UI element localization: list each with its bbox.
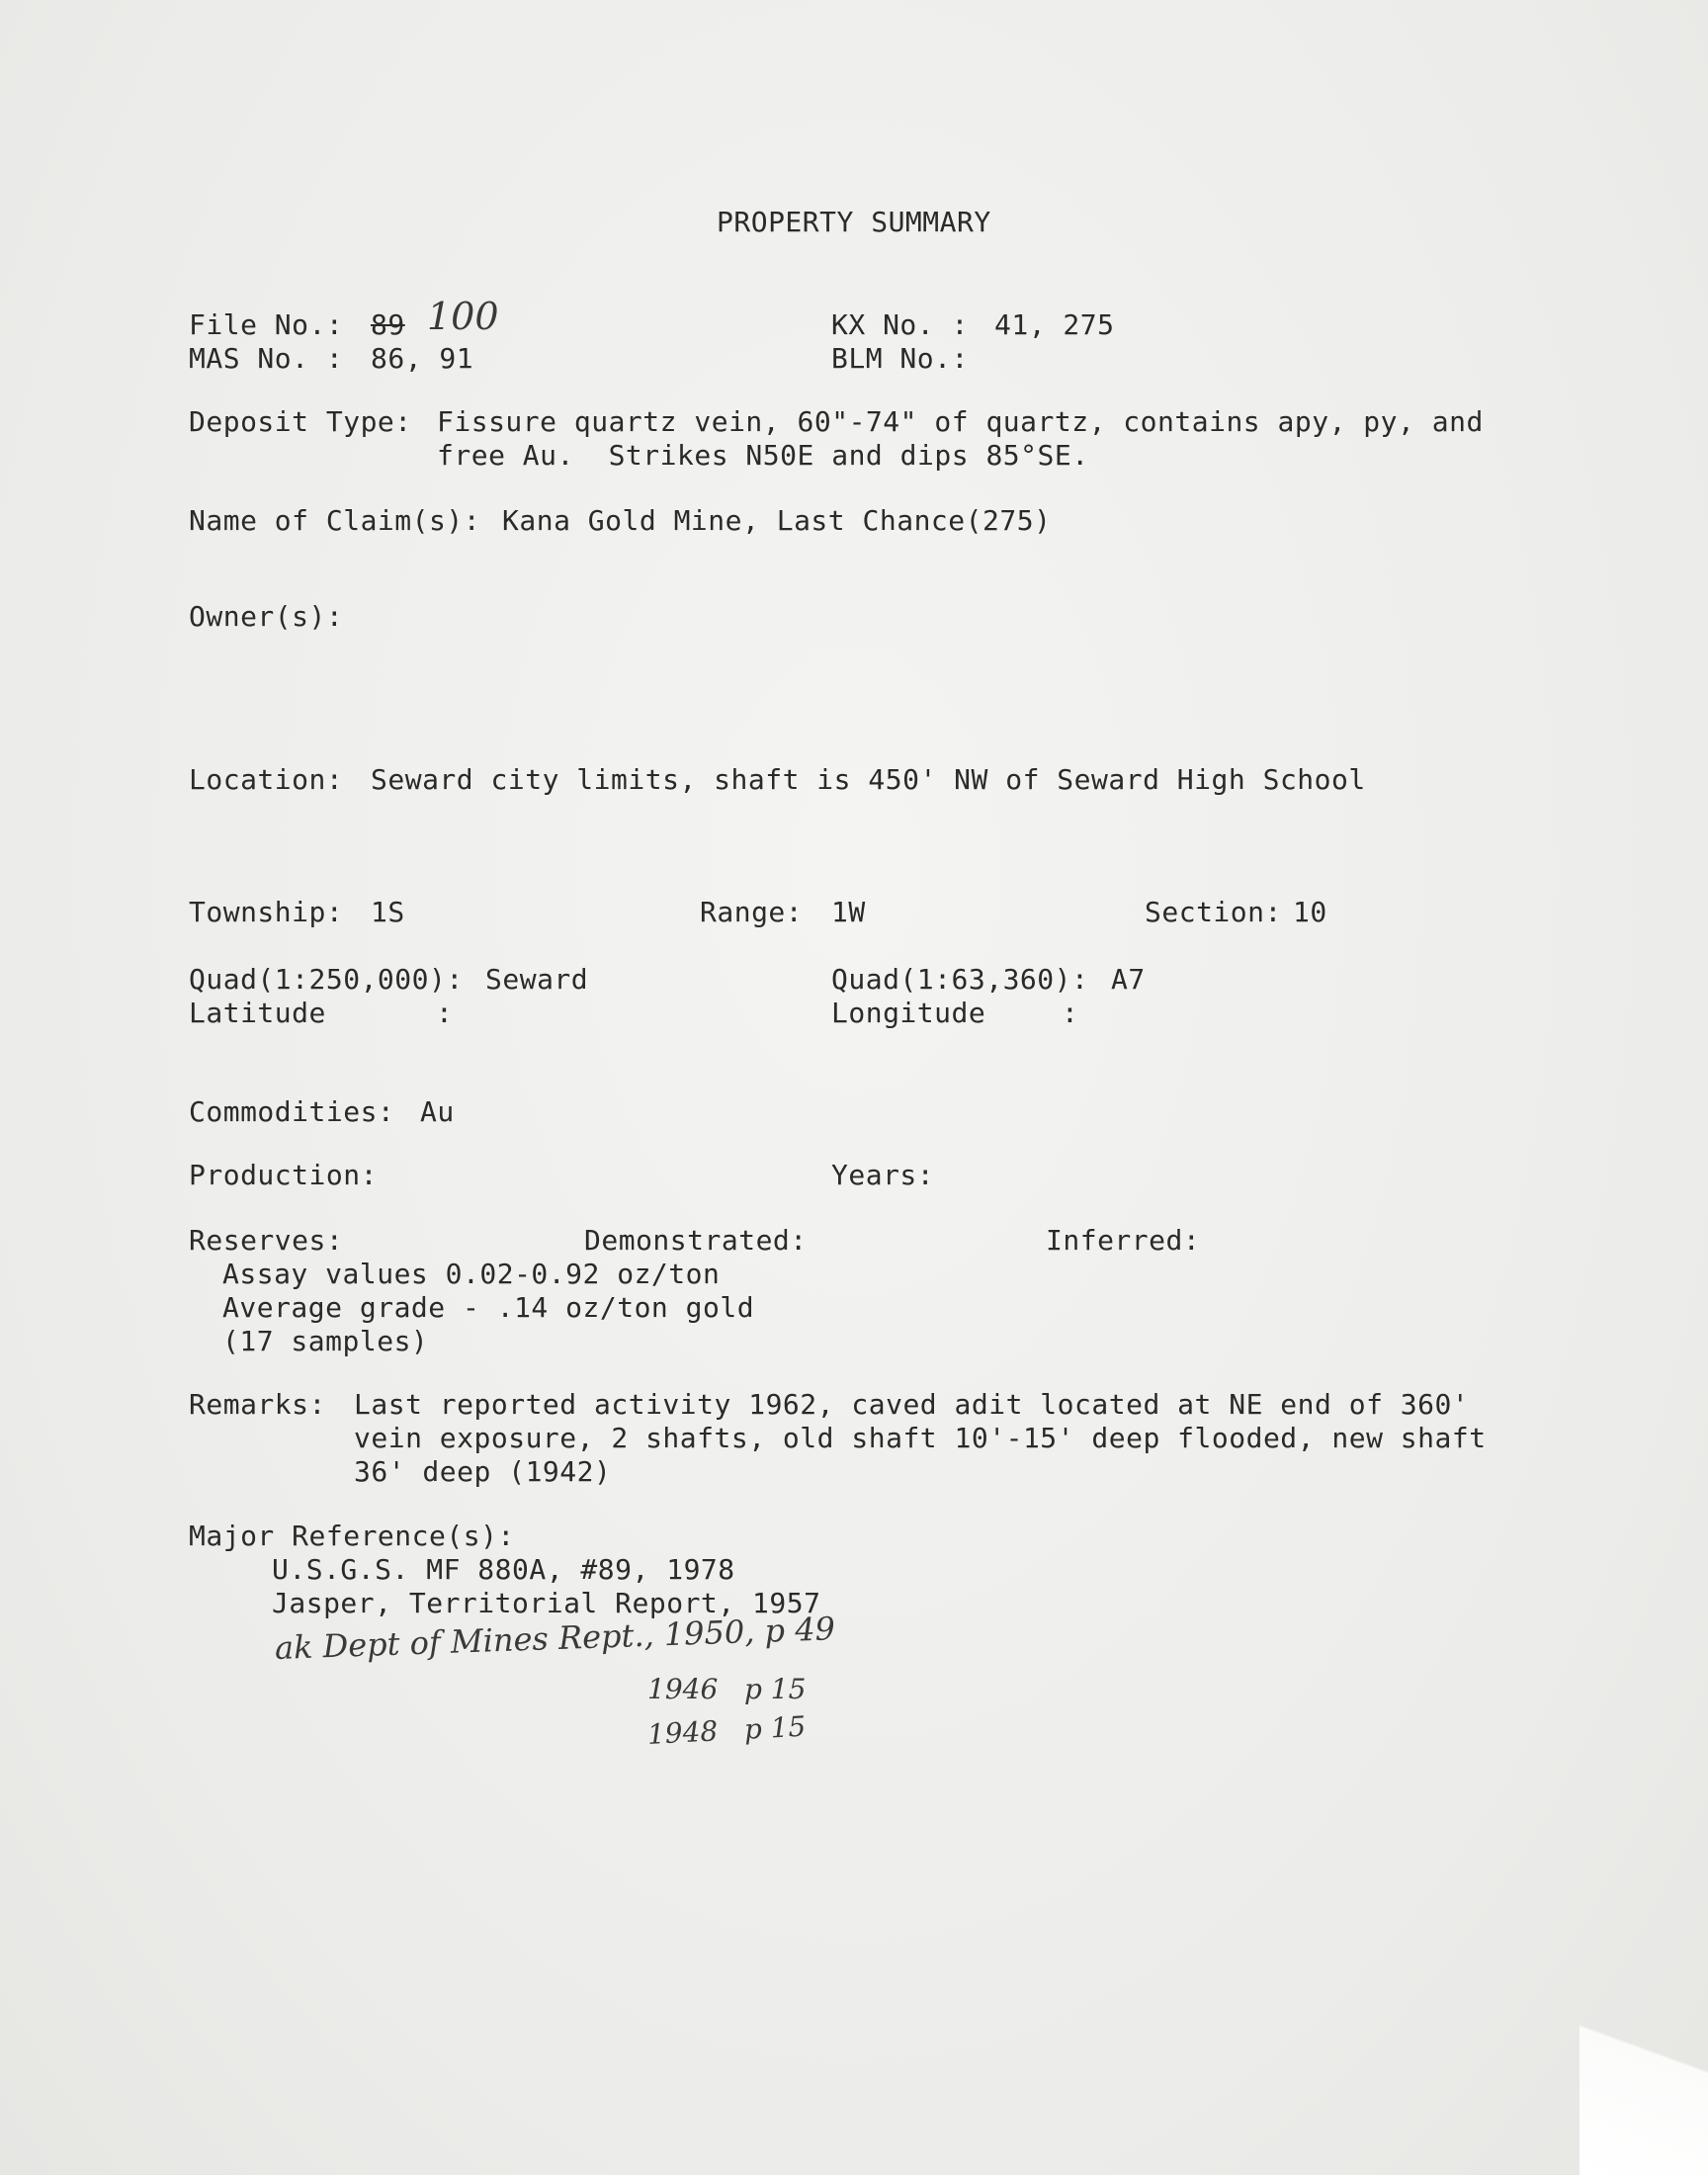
reserves-line-3: (17 samples)	[222, 1325, 429, 1357]
range-value: 1W	[831, 896, 866, 928]
file-no-typed-value: 89	[371, 308, 405, 341]
remarks-label: Remarks:	[189, 1388, 326, 1421]
remarks-line-3: 36' deep (1942)	[354, 1455, 612, 1488]
township-label: Township:	[189, 896, 344, 928]
kx-no-label: KX No. :	[831, 308, 969, 341]
section-value: 10	[1293, 896, 1327, 928]
kx-no-value: 41, 275	[994, 308, 1115, 341]
remarks-line-2: vein exposure, 2 shafts, old shaft 10'-15' deep flooded, new shaft	[354, 1422, 1487, 1454]
commodities-value: Au	[420, 1095, 455, 1128]
claims-label: Name of Claim(s):	[189, 504, 481, 537]
quad-250000-label: Quad(1:250,000):	[189, 963, 464, 996]
claims-value: Kana Gold Mine, Last Chance(275)	[502, 504, 1052, 537]
references-label: Major Reference(s):	[189, 1520, 515, 1552]
reserves-inferred-label: Inferred:	[1046, 1224, 1201, 1257]
blm-no-label: BLM No.:	[831, 342, 969, 375]
section-label: Section:	[1145, 896, 1282, 928]
mas-no-label: MAS No. :	[189, 342, 344, 375]
page-corner-curl	[1580, 1948, 1708, 2175]
reference-handwritten-line-1: ak Dept of Mines Rept., 1950, p 49	[274, 1610, 836, 1667]
file-no-label: File No.:	[189, 308, 344, 341]
township-value: 1S	[371, 896, 405, 928]
page-title: PROPERTY SUMMARY	[717, 206, 991, 238]
commodities-label: Commodities:	[189, 1095, 395, 1128]
owners-label: Owner(s):	[189, 600, 344, 633]
reference-handwritten-line-3: 1948 p 15	[646, 1709, 808, 1751]
reference-handwritten-line-2: 1946 p 15	[647, 1673, 807, 1705]
longitude-label: Longitude	[831, 997, 986, 1029]
mas-no-value: 86, 91	[371, 342, 474, 375]
deposit-type-label: Deposit Type:	[189, 405, 412, 438]
reserves-label: Reserves:	[189, 1224, 344, 1257]
reserves-line-2: Average grade - .14 oz/ton gold	[222, 1291, 755, 1324]
quad-63360-label: Quad(1:63,360):	[831, 963, 1089, 996]
production-label: Production:	[189, 1159, 378, 1191]
reference-line-2: Jasper, Territorial Report, 1957	[272, 1587, 821, 1619]
remarks-line-1: Last reported activity 1962, caved adit located at NE end of 360'	[354, 1388, 1470, 1421]
location-value: Seward city limits, shaft is 450' NW of Seward High School	[371, 763, 1366, 796]
location-label: Location:	[189, 763, 344, 796]
deposit-type-line-2: free Au. Strikes N50E and dips 85°SE.	[437, 439, 1089, 472]
deposit-type-line-1: Fissure quartz vein, 60"-74" of quartz, contains apy, py, and	[437, 405, 1484, 438]
reserves-demonstrated-label: Demonstrated:	[584, 1224, 808, 1257]
reserves-line-1: Assay values 0.02-0.92 oz/ton	[222, 1258, 721, 1290]
quad-250000-value: Seward	[485, 963, 589, 996]
reference-line-1: U.S.G.S. MF 880A, #89, 1978	[272, 1553, 735, 1586]
years-label: Years:	[831, 1159, 935, 1191]
range-label: Range:	[700, 896, 804, 928]
latitude-label: Latitude	[189, 997, 326, 1029]
file-no-handwritten-value: 100	[427, 295, 499, 338]
latitude-colon: :	[436, 997, 454, 1029]
longitude-colon: :	[1062, 997, 1079, 1029]
quad-63360-value: A7	[1111, 963, 1146, 996]
